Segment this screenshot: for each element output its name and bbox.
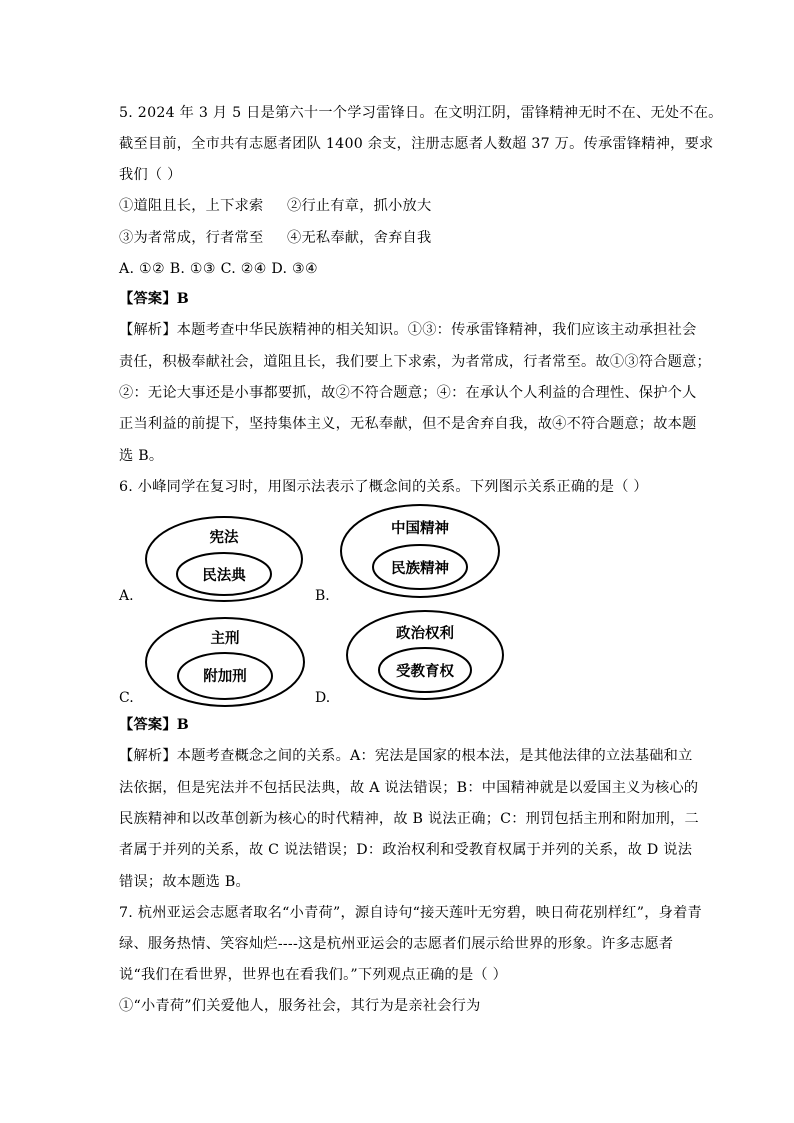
q5-choices: A. ①② B. ①③ C. ②④ D. ③④ xyxy=(119,261,318,277)
q6-analysis-line-1: 【解析】本题考查概念之间的关系。A：宪法是国家的根本法，是其他法律的立法基础和立 xyxy=(119,748,693,764)
diagram-b xyxy=(339,503,503,601)
q5-stem-line-3: 我们（ ） xyxy=(119,167,182,183)
diagram-b-letter: B. xyxy=(315,588,330,604)
q5-stem-line-2: 截至目前，全市共有志愿者团队 1400 余支，注册志愿者人数超 37 万。传承雷锋精神，要求 xyxy=(119,136,714,152)
q7-stem-line-3: 说“我们在看世界，世界也在看我们。”下列观点正确的是（ ） xyxy=(119,967,508,983)
diagram-a-svg xyxy=(144,511,308,603)
q5-stem-line-1: 5. 2024 年 3 月 5 日是第六十一个学习雷锋日。在文明江阴，雷锋精神无时不在、无处不在。 xyxy=(119,105,723,121)
q5-analysis-line-1: 【解析】本题考查中华民族精神的相关知识。①③：传承雷锋精神，我们应该主动承担社会 xyxy=(119,322,697,338)
diagram-a xyxy=(144,511,308,603)
diagram-d-inner-label: 受教育权 xyxy=(396,664,454,680)
q5-items-row-2 xyxy=(119,228,431,248)
q6-answer: 【答案】B xyxy=(119,717,189,733)
q5-analysis-line-5: 选 B。 xyxy=(119,448,164,464)
q7-stem-line-1: 7. 杭州亚运会志愿者取名“小青荷”，源自诗句“接天莲叶无穷碧，映日荷花别样红”，身着青 xyxy=(119,905,702,921)
diagram-d-outer-label: 政治权利 xyxy=(396,626,454,642)
diagram-d-outer-ellipse xyxy=(347,611,503,699)
q5-items-row-1 xyxy=(119,196,431,216)
diagram-d-letter: D. xyxy=(315,690,331,706)
q5-item-3: ③为者常成，行者常至 xyxy=(119,230,264,246)
diagram-a-inner-label: 民法典 xyxy=(202,568,246,584)
q6-stem: 6. 小峰同学在复习时，用图示法表示了概念间的关系。下列图示关系正确的是（ ） xyxy=(119,479,648,495)
q5-item-4: ④无私奉献，舍弃自我 xyxy=(287,230,432,246)
diagram-c xyxy=(144,615,308,709)
q7-stem-line-2: 绿、服务热情、笑容灿烂----这是杭州亚运会的志愿者们展示给世界的形象。许多志愿者 xyxy=(119,936,674,952)
q5-analysis-line-4: 正当利益的前提下，坚持集体主义，无私奉献，但不是舍弃自我，故④不符合题意；故本题 xyxy=(119,416,697,432)
q6-analysis-line-4: 者属于并列的关系，故 C 说法错误；D：政治权利和受教育权属于并列的关系，故 D 说法 xyxy=(119,842,693,858)
diagram-c-outer-label: 主刑 xyxy=(210,631,240,647)
q5-answer: 【答案】B xyxy=(119,291,189,307)
q5-analysis-line-2: 责任，积极奉献社会，道阻且长，我们要上下求索，为者常成，行者常至。故①③符合题意； xyxy=(119,354,711,370)
diagram-a-outer-label: 宪法 xyxy=(209,530,239,546)
q5-item-2: ②行止有章，抓小放大 xyxy=(287,198,432,214)
q6-analysis-line-5: 错误；故本题选 B。 xyxy=(119,874,250,890)
diagram-c-letter: C. xyxy=(119,690,134,706)
q6-analysis-line-2: 法依据，但是宪法并不包括民法典，故 A 说法错误；B：中国精神就是以爱国主义为核心的 xyxy=(119,780,699,796)
diagram-d xyxy=(345,609,507,701)
q5-item-1: ①道阻且长，上下求索 xyxy=(119,198,264,214)
diagram-c-svg xyxy=(144,615,308,709)
diagram-a-letter: A. xyxy=(119,588,134,604)
diagram-b-outer-ellipse xyxy=(341,505,499,597)
diagram-c-inner-label: 附加刑 xyxy=(203,669,247,685)
q7-item-1: ①“小青荷”们关爱他人，服务社会，其行为是亲社会行为 xyxy=(119,998,481,1014)
q6-analysis-line-3: 民族精神和以改革创新为核心的时代精神，故 B 说法正确；C：刑罚包括主刑和附加刑，二 xyxy=(119,811,699,827)
diagram-b-inner-label: 民族精神 xyxy=(391,561,449,577)
diagram-b-svg xyxy=(339,503,503,601)
diagram-d-svg xyxy=(345,609,507,701)
q5-analysis-line-3: ②：无论大事还是小事都要抓，故②不符合题意；④：在承认个人利益的合理性、保护个人 xyxy=(119,385,697,401)
diagram-b-outer-label: 中国精神 xyxy=(391,521,449,537)
